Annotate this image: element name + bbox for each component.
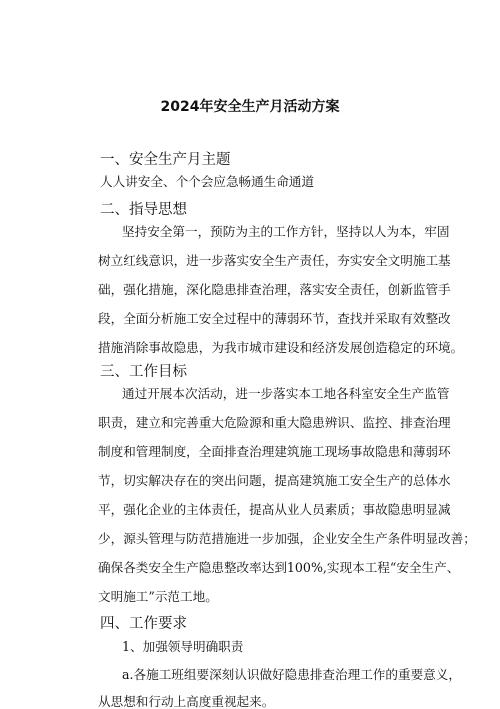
section-heading-theme: 一、安全生产月主题: [100, 152, 231, 168]
paragraph-line: 少，源头管理与防范措施进一步加强，企业安全生产条件明显改善；: [98, 531, 476, 546]
paragraph-line: 础，强化措施，深化隐患排查治理，落实安全责任，创新监管手: [98, 282, 451, 297]
document-title: 2024年安全生产月活动方案: [160, 99, 340, 115]
paragraph-line: 1、加强领导明确职责: [122, 639, 244, 654]
section-heading-guiding-ideology: 二、指导思想: [100, 202, 187, 218]
paragraph-line: 从思想和行动上高度重视起来。: [98, 694, 275, 709]
paragraph-line: a.各施工班组要深刻认识做好隐患排查治理工作的重要意义，: [122, 667, 461, 682]
paragraph-line: 树立红线意识，进一步落实安全生产责任，夯实安全文明施工基: [98, 253, 451, 268]
section-heading-work-requirements: 四、工作要求: [100, 616, 187, 632]
paragraph-line: 坚持安全第一，预防为主的工作方针，坚持以人为本，牢固: [122, 224, 450, 239]
paragraph-line: 职责，建立和完善重大危险源和重大隐患辨识、监控、排查治理: [98, 415, 451, 430]
section-heading-work-goals: 三、工作目标: [100, 364, 187, 380]
paragraph-line: 平，强化企业的主体责任，提高从业人员素质；事故隐患明显减: [98, 502, 451, 517]
paragraph-line: 制度和管理制度，全面排查治理建筑施工现场事故隐患和薄弱环: [98, 444, 451, 459]
paragraph-line: 段，全面分析施工安全过程中的薄弱环节，查找并采取有效整改: [98, 311, 451, 326]
paragraph-line: 文明施工”示范工地。: [98, 589, 218, 604]
paragraph-line: 确保各类安全生产隐患整改率达到100%,实现本工程“安全生产、: [98, 560, 460, 575]
paragraph-line: 措施消除事故隐患，为我市城市建设和经济发展创造稳定的环境。: [98, 340, 464, 355]
paragraph-line: 人人讲安全、个个会应急畅通生命通道: [100, 174, 315, 189]
paragraph-line: 节，切实解决存在的突出问题，提高建筑施工安全生产的总体水: [98, 473, 451, 488]
paragraph-line: 通过开展本次活动，进一步落实本工地各科室安全生产监管: [122, 386, 450, 401]
